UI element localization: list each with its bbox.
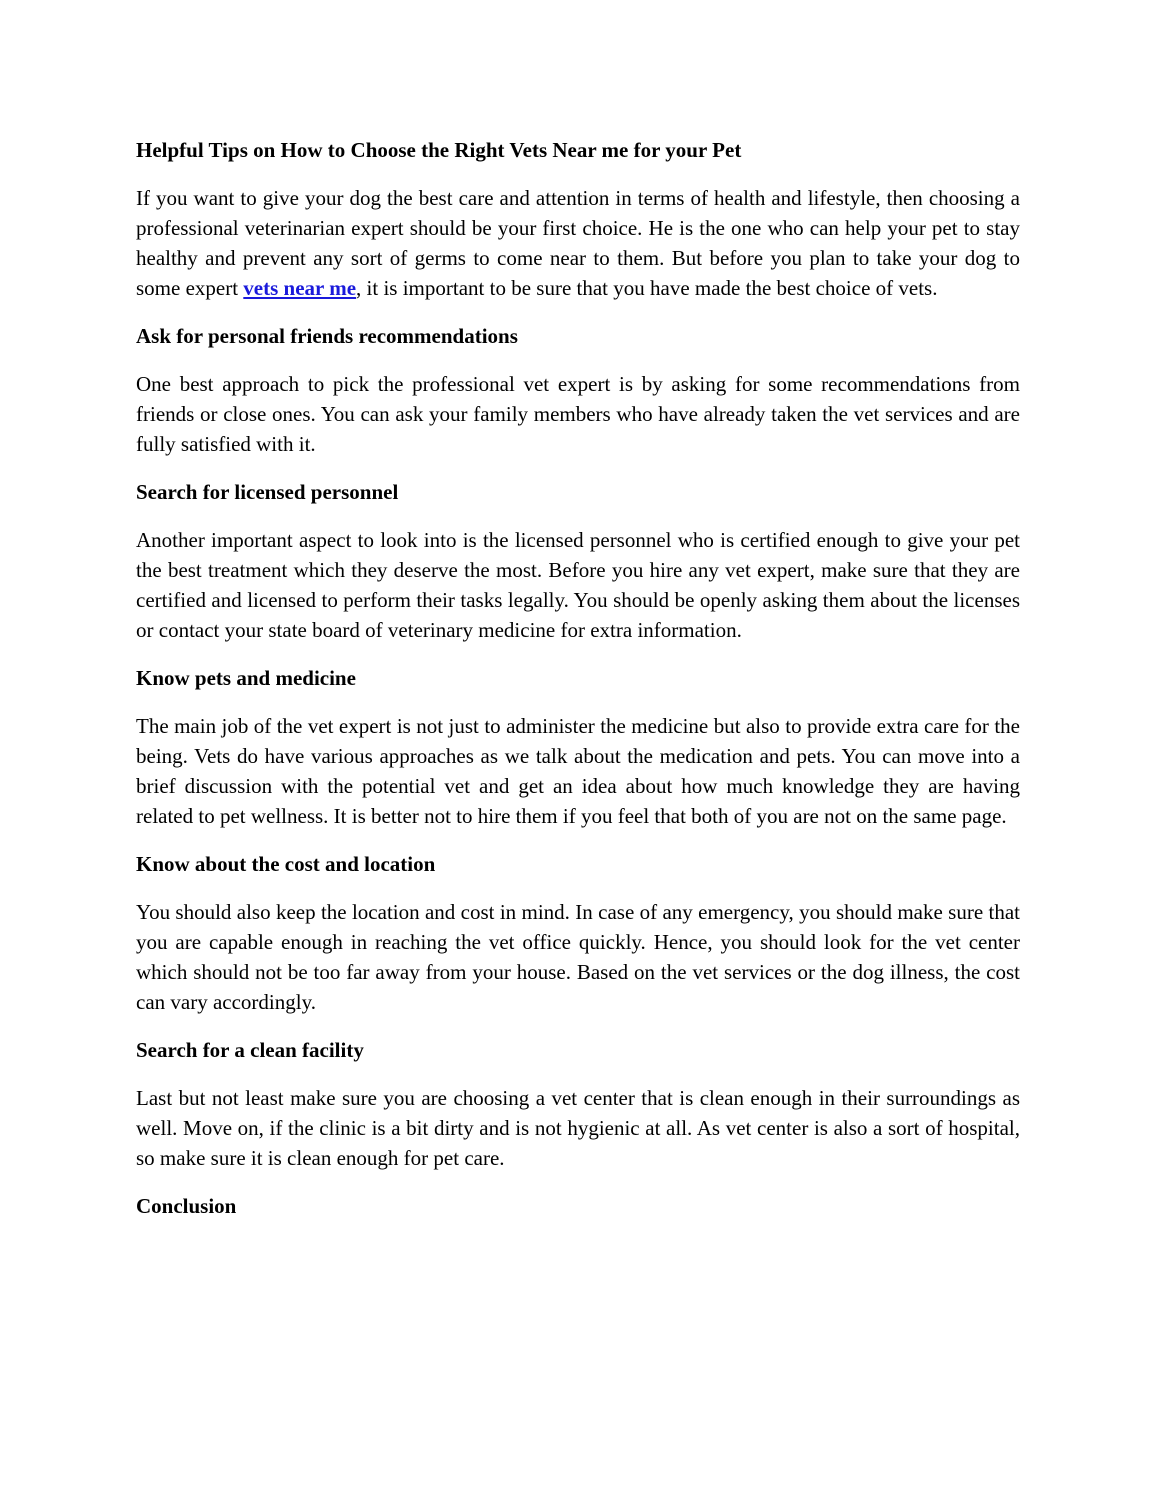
vets-near-me-link[interactable]: vets near me — [243, 276, 357, 300]
section-body-licensed: Another important aspect to look into is the licensed personnel who is certified enough to give your pet the best treatment which they deserve the most. Before you hire any vet expert, make sure that they are certified and licensed to perform their tasks legally. You should be openly asking them about the licenses or contact your state board of veterinary medicine for extra information. — [136, 528, 1020, 642]
intro-text-after: , it is important to be sure that you have made the best choice of vets. — [356, 276, 938, 300]
section-body-medicine: The main job of the vet expert is not just to administer the medicine but also to provide extra care for the being. Vets do have various approaches as we talk about the medication and pets. You can move into a brief discussion with the potential vet and get an idea about how much knowledge they are having related to pet wellness. It is better not to hire them if you feel that both of you are not on the same page. — [136, 714, 1020, 828]
section-body-cost-location: You should also keep the location and cost in mind. In case of any emergency, you should make sure that you are capable enough in reaching the vet office quickly. Hence, you should look for the vet center which should not be too far away from your house. Based on the vet services or the dog illness, the cost can vary accordingly. — [136, 900, 1020, 1014]
section-heading-medicine: Know pets and medicine — [136, 666, 356, 690]
section-heading-cost-location: Know about the cost and location — [136, 852, 436, 876]
section-heading-clean-facility: Search for a clean facility — [136, 1038, 364, 1062]
document-page — [136, 135, 1020, 1239]
section-heading-licensed: Search for licensed personnel — [136, 480, 399, 504]
section-body-clean-facility: Last but not least make sure you are choosing a vet center that is clean enough in their surroundings as well. Move on, if the clinic is a bit dirty and is not hygienic at all. As vet center is also a sort of hospital, so make sure it is clean enough for pet care. — [136, 1086, 1020, 1170]
document-title: Helpful Tips on How to Choose the Right Vets Near me for your Pet — [136, 138, 742, 162]
intro-text-before: If you want to give your dog the best care and attention in terms of health and lifestyle, then choosing a professional veterinarian expert should be your first choice. He is the one who can help your pet to stay healthy and prevent any sort of germs to come near to them. But before you plan to take your dog to some expert — [136, 186, 1020, 300]
section-heading-recommendations: Ask for personal friends recommendations — [136, 324, 518, 348]
section-body-recommendations: One best approach to pick the professional vet expert is by asking for some recommendations from friends or close ones. You can ask your family members who have already taken the vet services and are fully satisfied with it. — [136, 372, 1020, 456]
intro-paragraph — [136, 183, 1020, 303]
conclusion-heading: Conclusion — [136, 1194, 237, 1218]
